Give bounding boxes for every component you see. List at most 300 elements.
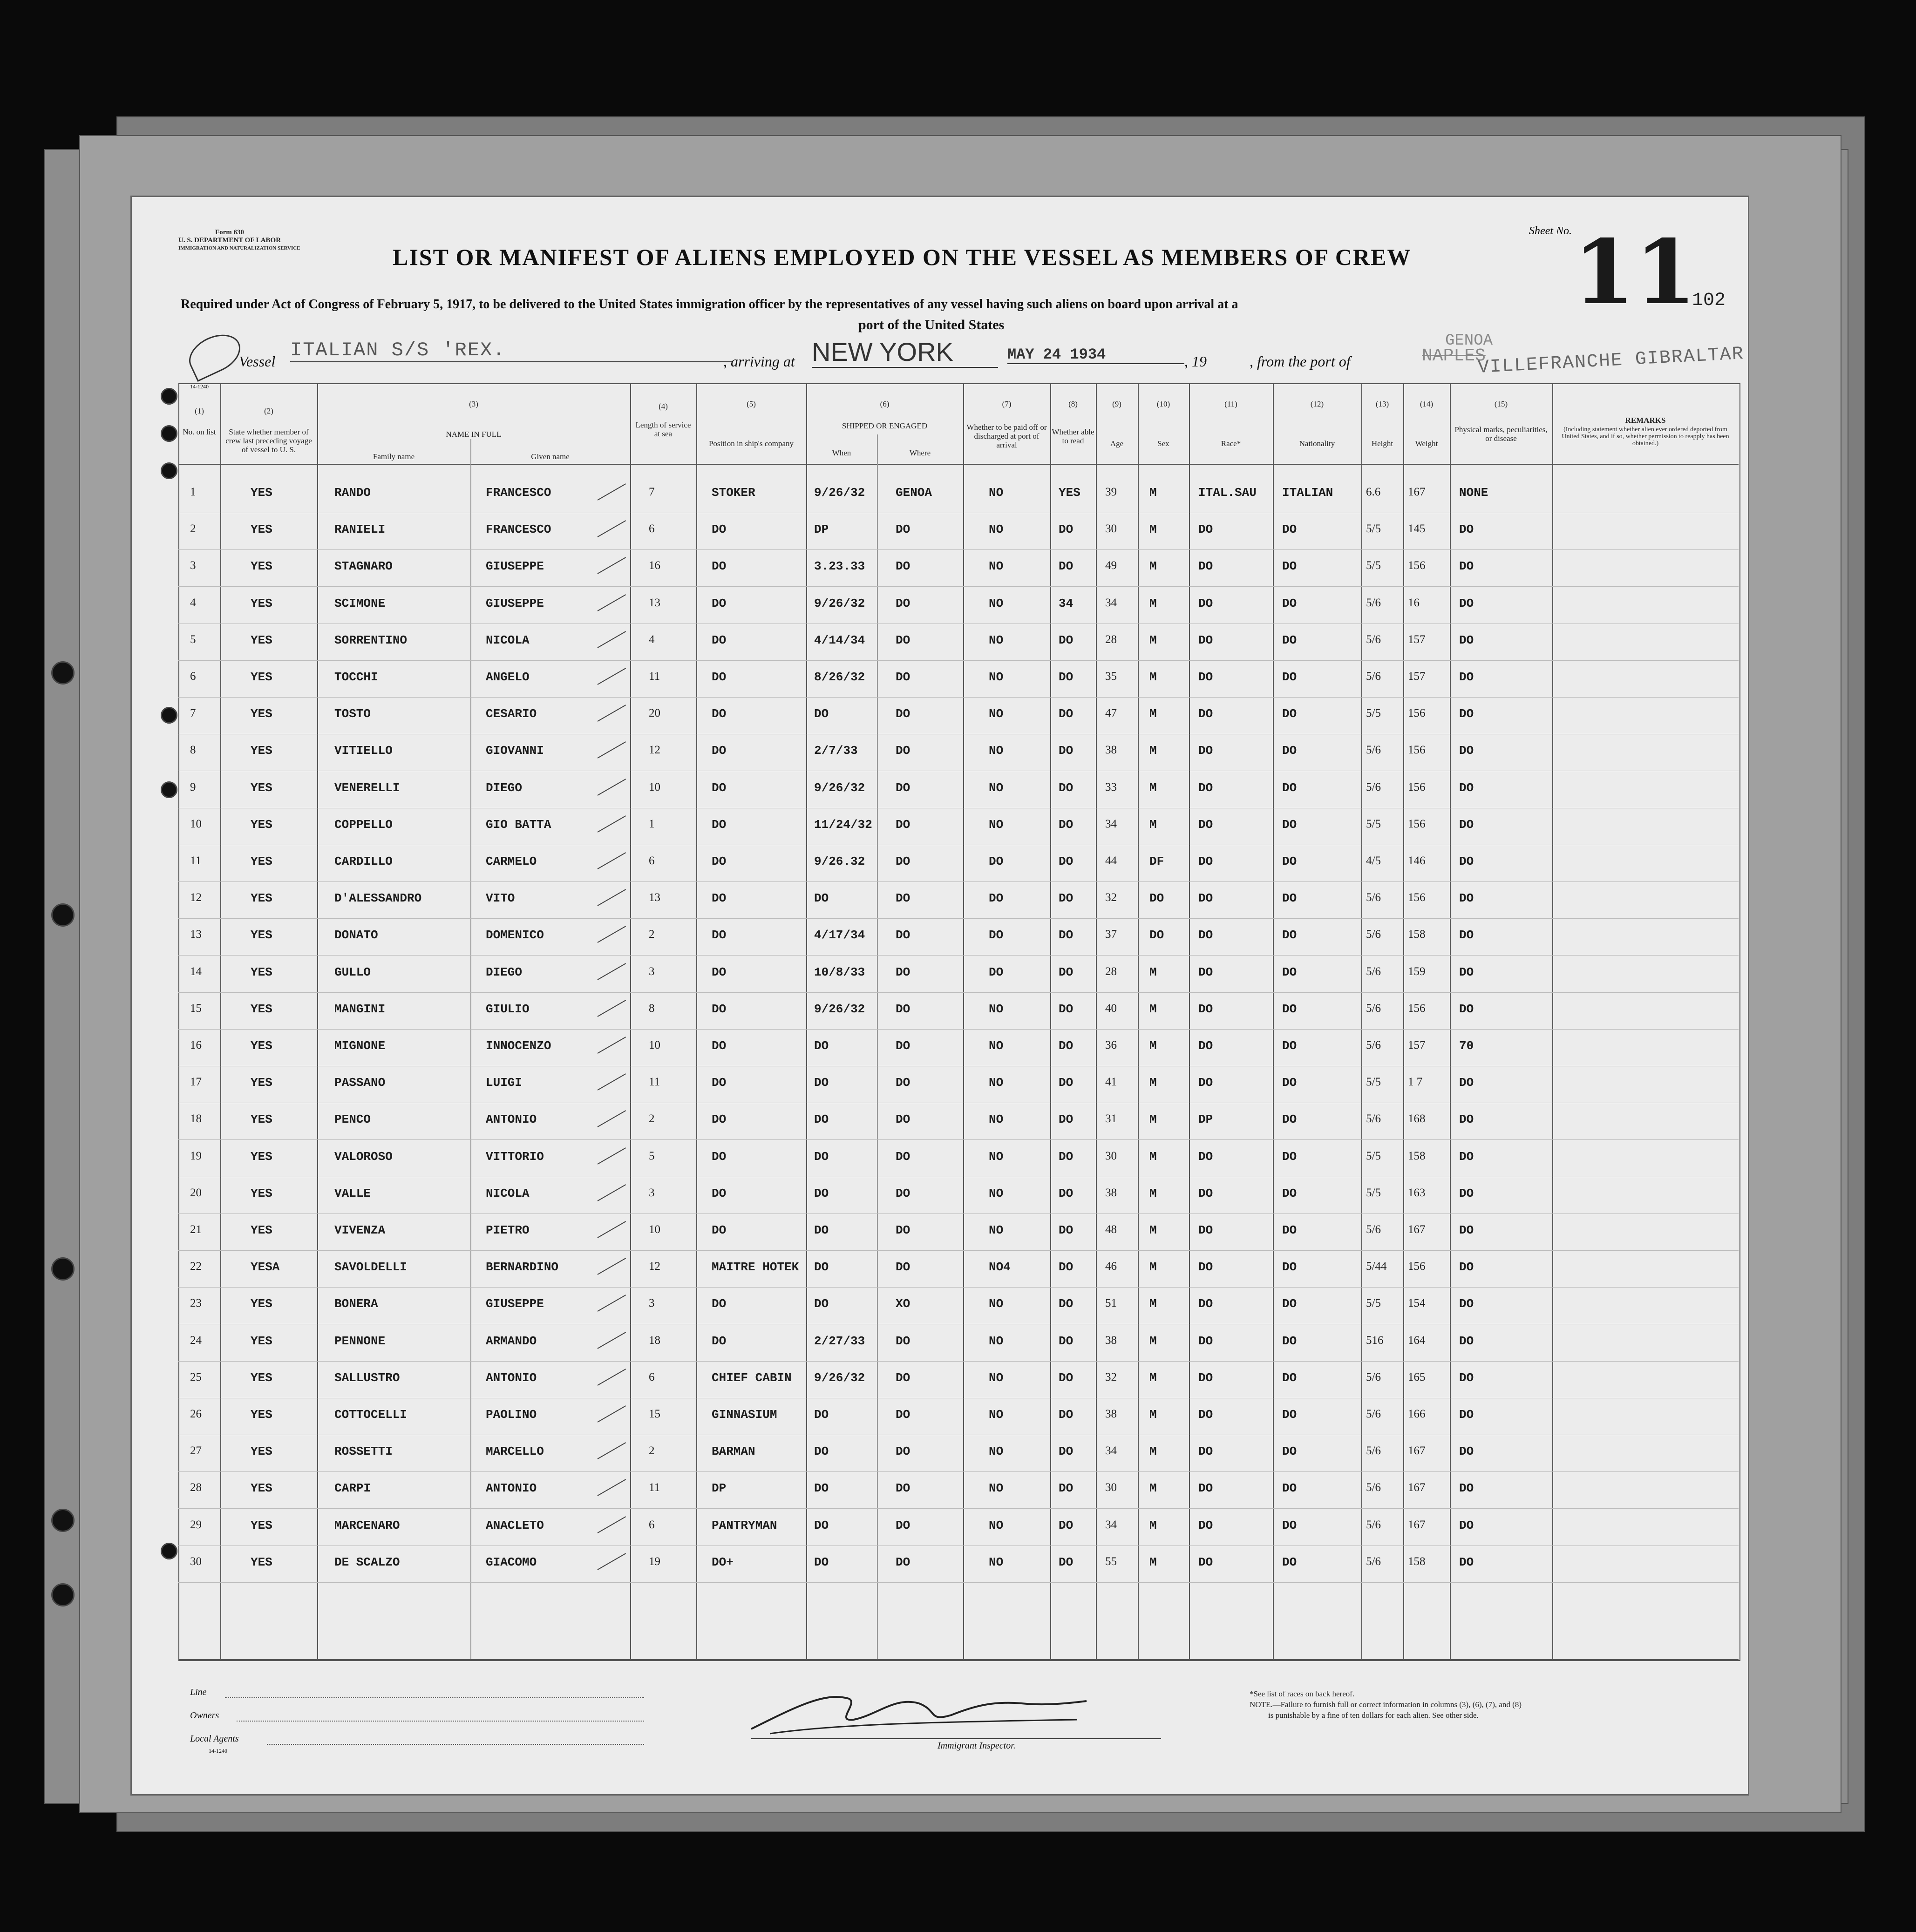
- row-rule: [178, 586, 1739, 587]
- table-row: [132, 744, 1748, 776]
- cell-member: YES: [251, 1150, 272, 1164]
- cell-length: 13: [649, 891, 660, 904]
- cell-family: TOCCHI: [334, 670, 378, 684]
- cell-when: DO: [814, 1408, 829, 1422]
- cell-race: DO: [1198, 1555, 1213, 1569]
- cell-when: DO: [814, 1186, 829, 1200]
- cell-read: DO: [1059, 1002, 1074, 1016]
- cell-length: 6: [649, 1371, 655, 1383]
- cell-member: YES: [251, 559, 272, 573]
- cell-where: XO: [896, 1297, 910, 1311]
- cell-given: GIULIO: [486, 1002, 530, 1016]
- cell-physical: DO: [1459, 781, 1474, 795]
- col-number: (13): [1375, 400, 1389, 408]
- cell-race: DO: [1198, 1408, 1213, 1422]
- cell-no: 20: [190, 1186, 202, 1199]
- binder-hole: [51, 903, 75, 927]
- cell-family: SCIMONE: [334, 597, 386, 610]
- cell-where: DO: [896, 891, 910, 905]
- cell-family: RANDO: [334, 486, 371, 500]
- table-row: [132, 1076, 1748, 1108]
- cell-physical: DO: [1459, 597, 1474, 610]
- col-number: (7): [1002, 400, 1012, 408]
- row-rule: [178, 697, 1739, 698]
- cell-length: 11: [649, 670, 660, 683]
- cell-given: ANTONIO: [486, 1112, 537, 1126]
- cell-member: YES: [251, 707, 272, 721]
- cell-when: DO: [814, 1223, 829, 1237]
- cell-sex: M: [1149, 633, 1157, 647]
- cell-position: BARMAN: [712, 1444, 755, 1458]
- cell-nationality: DO: [1282, 1555, 1297, 1569]
- cell-length: 3: [649, 965, 655, 978]
- year-label: , 19: [1184, 353, 1207, 370]
- cell-height: 5/6: [1366, 597, 1381, 609]
- cell-physical: DO: [1459, 744, 1474, 758]
- cell-position: DO: [712, 1076, 727, 1090]
- row-rule: [178, 1029, 1739, 1030]
- col-number: (4): [659, 402, 668, 411]
- check-mark: [598, 631, 626, 648]
- cell-nationality: DO: [1282, 707, 1297, 721]
- cell-physical: DO: [1459, 1334, 1474, 1348]
- header-age: Age: [1110, 439, 1124, 448]
- cell-member: YES: [251, 1334, 272, 1348]
- cell-sex: M: [1149, 1076, 1157, 1090]
- cell-no: 14: [190, 965, 202, 978]
- cell-given: ANACLETO: [486, 1518, 544, 1532]
- cell-race: DO: [1198, 1039, 1213, 1053]
- row-rule: [178, 1471, 1739, 1472]
- row-rule: [178, 1361, 1739, 1362]
- cell-weight: 156: [1408, 707, 1426, 719]
- cell-race: DO: [1198, 1481, 1213, 1495]
- cell-length: 20: [649, 707, 660, 719]
- cell-member: YES: [251, 1444, 272, 1458]
- cell-race: DO: [1198, 597, 1213, 610]
- cell-paid: NO: [989, 1150, 1004, 1164]
- header-position: Position in ship's company: [708, 439, 794, 448]
- cell-given: PIETRO: [486, 1223, 530, 1237]
- table-row: [132, 1334, 1748, 1367]
- cell-when: DP: [814, 522, 829, 536]
- cell-sex: M: [1149, 1518, 1157, 1532]
- cell-where: DO: [896, 522, 910, 536]
- cell-family: VITIELLO: [334, 744, 393, 758]
- cell-read: DO: [1059, 928, 1074, 942]
- cell-length: 2: [649, 1112, 655, 1125]
- cell-read: DO: [1059, 1518, 1074, 1532]
- cell-weight: 167: [1408, 1223, 1426, 1236]
- cell-family: VALOROSO: [334, 1150, 393, 1164]
- cell-sex: M: [1149, 744, 1157, 758]
- cell-physical: DO: [1459, 928, 1474, 942]
- port-additional: VILLEFRANCHE GIBRALTAR: [1477, 344, 1745, 379]
- cell-race: DO: [1198, 891, 1213, 905]
- cell-paid: NO: [989, 597, 1004, 610]
- cell-no: 2: [190, 522, 196, 535]
- check-mark: [598, 1147, 626, 1165]
- cell-where: DO: [896, 597, 910, 610]
- cell-sex: M: [1149, 965, 1157, 979]
- cell-height: 5/6: [1366, 1371, 1381, 1383]
- cell-weight: 145: [1408, 522, 1426, 535]
- cell-no: 8: [190, 744, 196, 756]
- table-row: [132, 928, 1748, 961]
- cell-no: 24: [190, 1334, 202, 1347]
- cell-physical: DO: [1459, 1371, 1474, 1385]
- cell-given: FRANCESCO: [486, 522, 551, 536]
- cell-paid: NO: [989, 1076, 1004, 1090]
- cell-age: 55: [1105, 1555, 1117, 1568]
- cell-paid: NO: [989, 1518, 1004, 1532]
- cell-age: 31: [1105, 1112, 1117, 1125]
- row-rule: [178, 549, 1739, 550]
- cell-paid: NO: [989, 1408, 1004, 1422]
- local-agents-field[interactable]: [267, 1744, 644, 1745]
- cell-height: 6.6: [1366, 486, 1381, 498]
- cell-member: YES: [251, 522, 272, 536]
- cell-given: PAOLINO: [486, 1408, 537, 1422]
- cell-physical: DO: [1459, 1112, 1474, 1126]
- cell-sex: M: [1149, 1002, 1157, 1016]
- cell-physical: DO: [1459, 891, 1474, 905]
- binder-hole: [51, 1583, 75, 1607]
- cell-sex: DO: [1149, 891, 1164, 905]
- cell-paid: NO: [989, 744, 1004, 758]
- cell-nationality: DO: [1282, 1260, 1297, 1274]
- cell-read: DO: [1059, 854, 1074, 868]
- cell-no: 11: [190, 854, 202, 867]
- cell-member: YES: [251, 781, 272, 795]
- footer-divider: [178, 1659, 1739, 1660]
- vessel-label: Vessel: [239, 353, 276, 370]
- cell-when: 3.23.33: [814, 559, 865, 573]
- cell-position: CHIEF CABIN: [712, 1371, 792, 1385]
- cell-length: 2: [649, 928, 655, 941]
- check-mark: [598, 741, 626, 759]
- line-label: Line: [190, 1687, 207, 1697]
- col-number: (8): [1068, 400, 1078, 408]
- cell-member: YES: [251, 1186, 272, 1200]
- cell-length: 18: [649, 1334, 660, 1347]
- table-row: [132, 1481, 1748, 1514]
- cell-where: DO: [896, 559, 910, 573]
- cell-given: GIUSEPPE: [486, 1297, 544, 1311]
- cell-read: DO: [1059, 965, 1074, 979]
- cell-family: PASSANO: [334, 1076, 386, 1090]
- cell-family: SALLUSTRO: [334, 1371, 400, 1385]
- table-row: [132, 1371, 1748, 1403]
- cell-height: 5/6: [1366, 891, 1381, 904]
- cell-when: 9/26/32: [814, 781, 865, 795]
- table-row: [132, 559, 1748, 592]
- cell-height: 5/6: [1366, 670, 1381, 683]
- cell-height: 5/5: [1366, 559, 1381, 572]
- cell-length: 16: [649, 559, 660, 572]
- cell-height: 5/5: [1366, 1186, 1381, 1199]
- cell-height: 5/6: [1366, 928, 1381, 941]
- cell-physical: DO: [1459, 1518, 1474, 1532]
- cell-race: DO: [1198, 670, 1213, 684]
- check-mark: [598, 705, 626, 722]
- cell-length: 5: [649, 1150, 655, 1162]
- header-remarks-note: (Including statement whether alien ever ordered deported from United States, and if so, whether permission to reapply has been obtained.): [1562, 426, 1729, 447]
- cell-sex: M: [1149, 707, 1157, 721]
- cell-nationality: DO: [1282, 1186, 1297, 1200]
- cell-age: 46: [1105, 1260, 1117, 1273]
- table-row: [132, 1002, 1748, 1035]
- cell-member: YES: [251, 1076, 272, 1090]
- header-family: Family name: [373, 452, 415, 461]
- cell-no: 4: [190, 597, 196, 609]
- cell-sex: M: [1149, 522, 1157, 536]
- cell-no: 5: [190, 633, 196, 646]
- cell-read: DO: [1059, 781, 1074, 795]
- check-mark: [598, 1442, 626, 1459]
- cell-race: DO: [1198, 707, 1213, 721]
- owners-label: Owners: [190, 1710, 219, 1721]
- cell-given: ANTONIO: [486, 1371, 537, 1385]
- cell-read: DO: [1059, 1371, 1074, 1385]
- cell-age: 28: [1105, 965, 1117, 978]
- check-mark: [598, 1000, 626, 1017]
- cell-length: 12: [649, 744, 660, 756]
- cell-paid: DO: [989, 965, 1004, 979]
- cell-given: FRANCESCO: [486, 486, 551, 500]
- cell-family: BONERA: [334, 1297, 378, 1311]
- table-row: [132, 1555, 1748, 1588]
- cell-weight: 156: [1408, 1002, 1426, 1015]
- cell-weight: 157: [1408, 633, 1426, 646]
- owners-field[interactable]: [237, 1721, 644, 1722]
- cell-nationality: DO: [1282, 1481, 1297, 1495]
- cell-family: COPPELLO: [334, 818, 393, 832]
- cell-length: 6: [649, 854, 655, 867]
- cell-weight: 158: [1408, 1555, 1426, 1568]
- cell-read: DO: [1059, 1334, 1074, 1348]
- cell-position: DO: [712, 633, 727, 647]
- cell-member: YES: [251, 597, 272, 610]
- table-row: [132, 597, 1748, 629]
- cell-family: DONATO: [334, 928, 378, 942]
- cell-read: DO: [1059, 891, 1074, 905]
- cell-weight: 168: [1408, 1112, 1426, 1125]
- table-row: [132, 1444, 1748, 1477]
- cell-position: DO+: [712, 1555, 734, 1569]
- cell-race: ITAL.SAU: [1198, 486, 1257, 500]
- cell-race: DO: [1198, 744, 1213, 758]
- cell-sex: DF: [1149, 854, 1164, 868]
- row-rule: [178, 1213, 1739, 1214]
- cell-when: 9/26.32: [814, 854, 865, 868]
- cell-where: DO: [896, 1223, 910, 1237]
- table-row: [132, 522, 1748, 555]
- cell-physical: DO: [1459, 1408, 1474, 1422]
- cell-weight: 159: [1408, 965, 1426, 978]
- cell-given: GIUSEPPE: [486, 559, 544, 573]
- cell-read: 34: [1059, 597, 1074, 610]
- cell-read: DO: [1059, 1444, 1074, 1458]
- cell-height: 5/6: [1366, 1002, 1381, 1015]
- cell-height: 5/6: [1366, 633, 1381, 646]
- cell-length: 7: [649, 486, 655, 498]
- header-where: Where: [909, 448, 931, 457]
- cell-height: 5/6: [1366, 965, 1381, 978]
- cell-physical: DO: [1459, 1150, 1474, 1164]
- cell-height: 5/5: [1366, 1150, 1381, 1162]
- cell-race: DO: [1198, 1002, 1213, 1016]
- cell-when: DO: [814, 1444, 829, 1458]
- cell-when: 4/17/34: [814, 928, 865, 942]
- cell-height: 5/6: [1366, 1112, 1381, 1125]
- col-number: (9): [1112, 400, 1121, 408]
- cell-race: DO: [1198, 522, 1213, 536]
- cell-position: DO: [712, 854, 727, 868]
- cell-no: 7: [190, 707, 196, 719]
- cell-weight: 167: [1408, 486, 1426, 498]
- cell-no: 18: [190, 1112, 202, 1125]
- cell-read: DO: [1059, 707, 1074, 721]
- cell-where: DO: [896, 1518, 910, 1532]
- cell-given: LUIGI: [486, 1076, 523, 1090]
- cell-nationality: DO: [1282, 1444, 1297, 1458]
- cell-given: NICOLA: [486, 633, 530, 647]
- col-number: (11): [1224, 400, 1237, 408]
- cell-weight: 165: [1408, 1371, 1426, 1383]
- cell-age: 44: [1105, 854, 1117, 867]
- row-rule: [178, 992, 1739, 993]
- cell-age: 47: [1105, 707, 1117, 719]
- cell-no: 30: [190, 1555, 202, 1568]
- cell-paid: NO: [989, 486, 1004, 500]
- cell-nationality: DO: [1282, 891, 1297, 905]
- cell-age: 30: [1105, 522, 1117, 535]
- cell-given: NICOLA: [486, 1186, 530, 1200]
- cell-height: 5/5: [1366, 1076, 1381, 1088]
- footnote-penalty: NOTE.—Failure to furnish full or correct information in columns (3), (6), (7), and (8): [1250, 1700, 1522, 1709]
- cell-when: 10/8/33: [814, 965, 865, 979]
- cell-race: DO: [1198, 1076, 1213, 1090]
- cell-where: DO: [896, 1076, 910, 1090]
- cell-no: 1: [190, 486, 196, 498]
- cell-weight: 166: [1408, 1408, 1426, 1420]
- cell-no: 29: [190, 1518, 202, 1531]
- col-number: (12): [1310, 400, 1324, 408]
- check-mark: [598, 1258, 626, 1275]
- header-name: NAME IN FULL: [446, 430, 502, 439]
- cell-age: 38: [1105, 1186, 1117, 1199]
- cell-when: 2/27/33: [814, 1334, 865, 1348]
- cell-race: DO: [1198, 1260, 1213, 1274]
- cell-sex: M: [1149, 781, 1157, 795]
- cell-age: 41: [1105, 1076, 1117, 1088]
- cell-when: DO: [814, 891, 829, 905]
- cell-paid: NO: [989, 1481, 1004, 1495]
- cell-physical: DO: [1459, 522, 1474, 536]
- cell-nationality: DO: [1282, 781, 1297, 795]
- cell-given: GIOVANNI: [486, 744, 544, 758]
- binder-hole: [51, 661, 75, 685]
- cell-age: 33: [1105, 781, 1117, 793]
- cell-nationality: DO: [1282, 965, 1297, 979]
- cell-nationality: DO: [1282, 1518, 1297, 1532]
- table-row: [132, 707, 1748, 739]
- cell-nationality: DO: [1282, 522, 1297, 536]
- cell-given: VITO: [486, 891, 515, 905]
- cell-physical: NONE: [1459, 486, 1488, 500]
- cell-when: DO: [814, 1112, 829, 1126]
- cell-read: DO: [1059, 1223, 1074, 1237]
- cell-member: YES: [251, 670, 272, 684]
- row-rule: [178, 918, 1739, 919]
- cell-paid: NO: [989, 1039, 1004, 1053]
- page-title: LIST OR MANIFEST OF ALIENS EMPLOYED ON THE VESSEL AS MEMBERS OF CREW: [393, 244, 1412, 270]
- cell-height: 5/5: [1366, 707, 1381, 719]
- cell-paid: NO4: [989, 1260, 1011, 1274]
- cell-when: 2/7/33: [814, 744, 858, 758]
- cell-where: DO: [896, 1555, 910, 1569]
- cell-read: DO: [1059, 670, 1074, 684]
- cell-sex: M: [1149, 1186, 1157, 1200]
- cell-no: 9: [190, 781, 196, 793]
- line-field[interactable]: [225, 1697, 644, 1698]
- arrival-date: MAY 24 1934: [1007, 346, 1184, 364]
- check-mark: [598, 1184, 626, 1201]
- port-struck: NAPLES: [1422, 346, 1486, 366]
- header-remarks: REMARKS: [1625, 416, 1666, 425]
- check-mark: [598, 815, 626, 833]
- cell-where: DO: [896, 1186, 910, 1200]
- cell-where: DO: [896, 928, 910, 942]
- table-row: [132, 1260, 1748, 1293]
- header-sex: Sex: [1157, 439, 1169, 448]
- cell-paid: NO: [989, 670, 1004, 684]
- cell-no: 23: [190, 1297, 202, 1309]
- cell-no: 13: [190, 928, 202, 941]
- cell-weight: 146: [1408, 854, 1426, 867]
- cell-weight: 154: [1408, 1297, 1426, 1309]
- cell-sex: M: [1149, 1444, 1157, 1458]
- cell-physical: DO: [1459, 1297, 1474, 1311]
- cell-length: 12: [649, 1260, 660, 1273]
- col-number: (2): [264, 407, 273, 415]
- cell-age: 36: [1105, 1039, 1117, 1051]
- cell-when: 8/26/32: [814, 670, 865, 684]
- cell-member: YES: [251, 891, 272, 905]
- subtitle-line-1: Required under Act of Congress of February 5, 1917, to be delivered to the United States immigration officer by the representatives of any vessel having such aliens on board upon arrival at a: [181, 297, 1238, 312]
- cell-no: 19: [190, 1150, 202, 1162]
- cell-given: ARMANDO: [486, 1334, 537, 1348]
- check-mark: [598, 1110, 626, 1127]
- cell-read: DO: [1059, 1555, 1074, 1569]
- check-mark: [598, 520, 626, 537]
- cell-race: DP: [1198, 1112, 1213, 1126]
- cell-race: DO: [1198, 965, 1213, 979]
- check-mark: [598, 852, 626, 869]
- cell-family: TOSTO: [334, 707, 371, 721]
- cell-family: VENERELLI: [334, 781, 400, 795]
- cell-physical: DO: [1459, 1076, 1474, 1090]
- cell-family: D'ALESSANDRO: [334, 891, 422, 905]
- cell-where: DO: [896, 1408, 910, 1422]
- cell-member: YES: [251, 1112, 272, 1126]
- cell-weight: 156: [1408, 818, 1426, 830]
- cell-physical: DO: [1459, 707, 1474, 721]
- from-port-label: , from the port of: [1250, 353, 1351, 370]
- cell-race: DO: [1198, 1518, 1213, 1532]
- cell-position: STOKER: [712, 486, 755, 500]
